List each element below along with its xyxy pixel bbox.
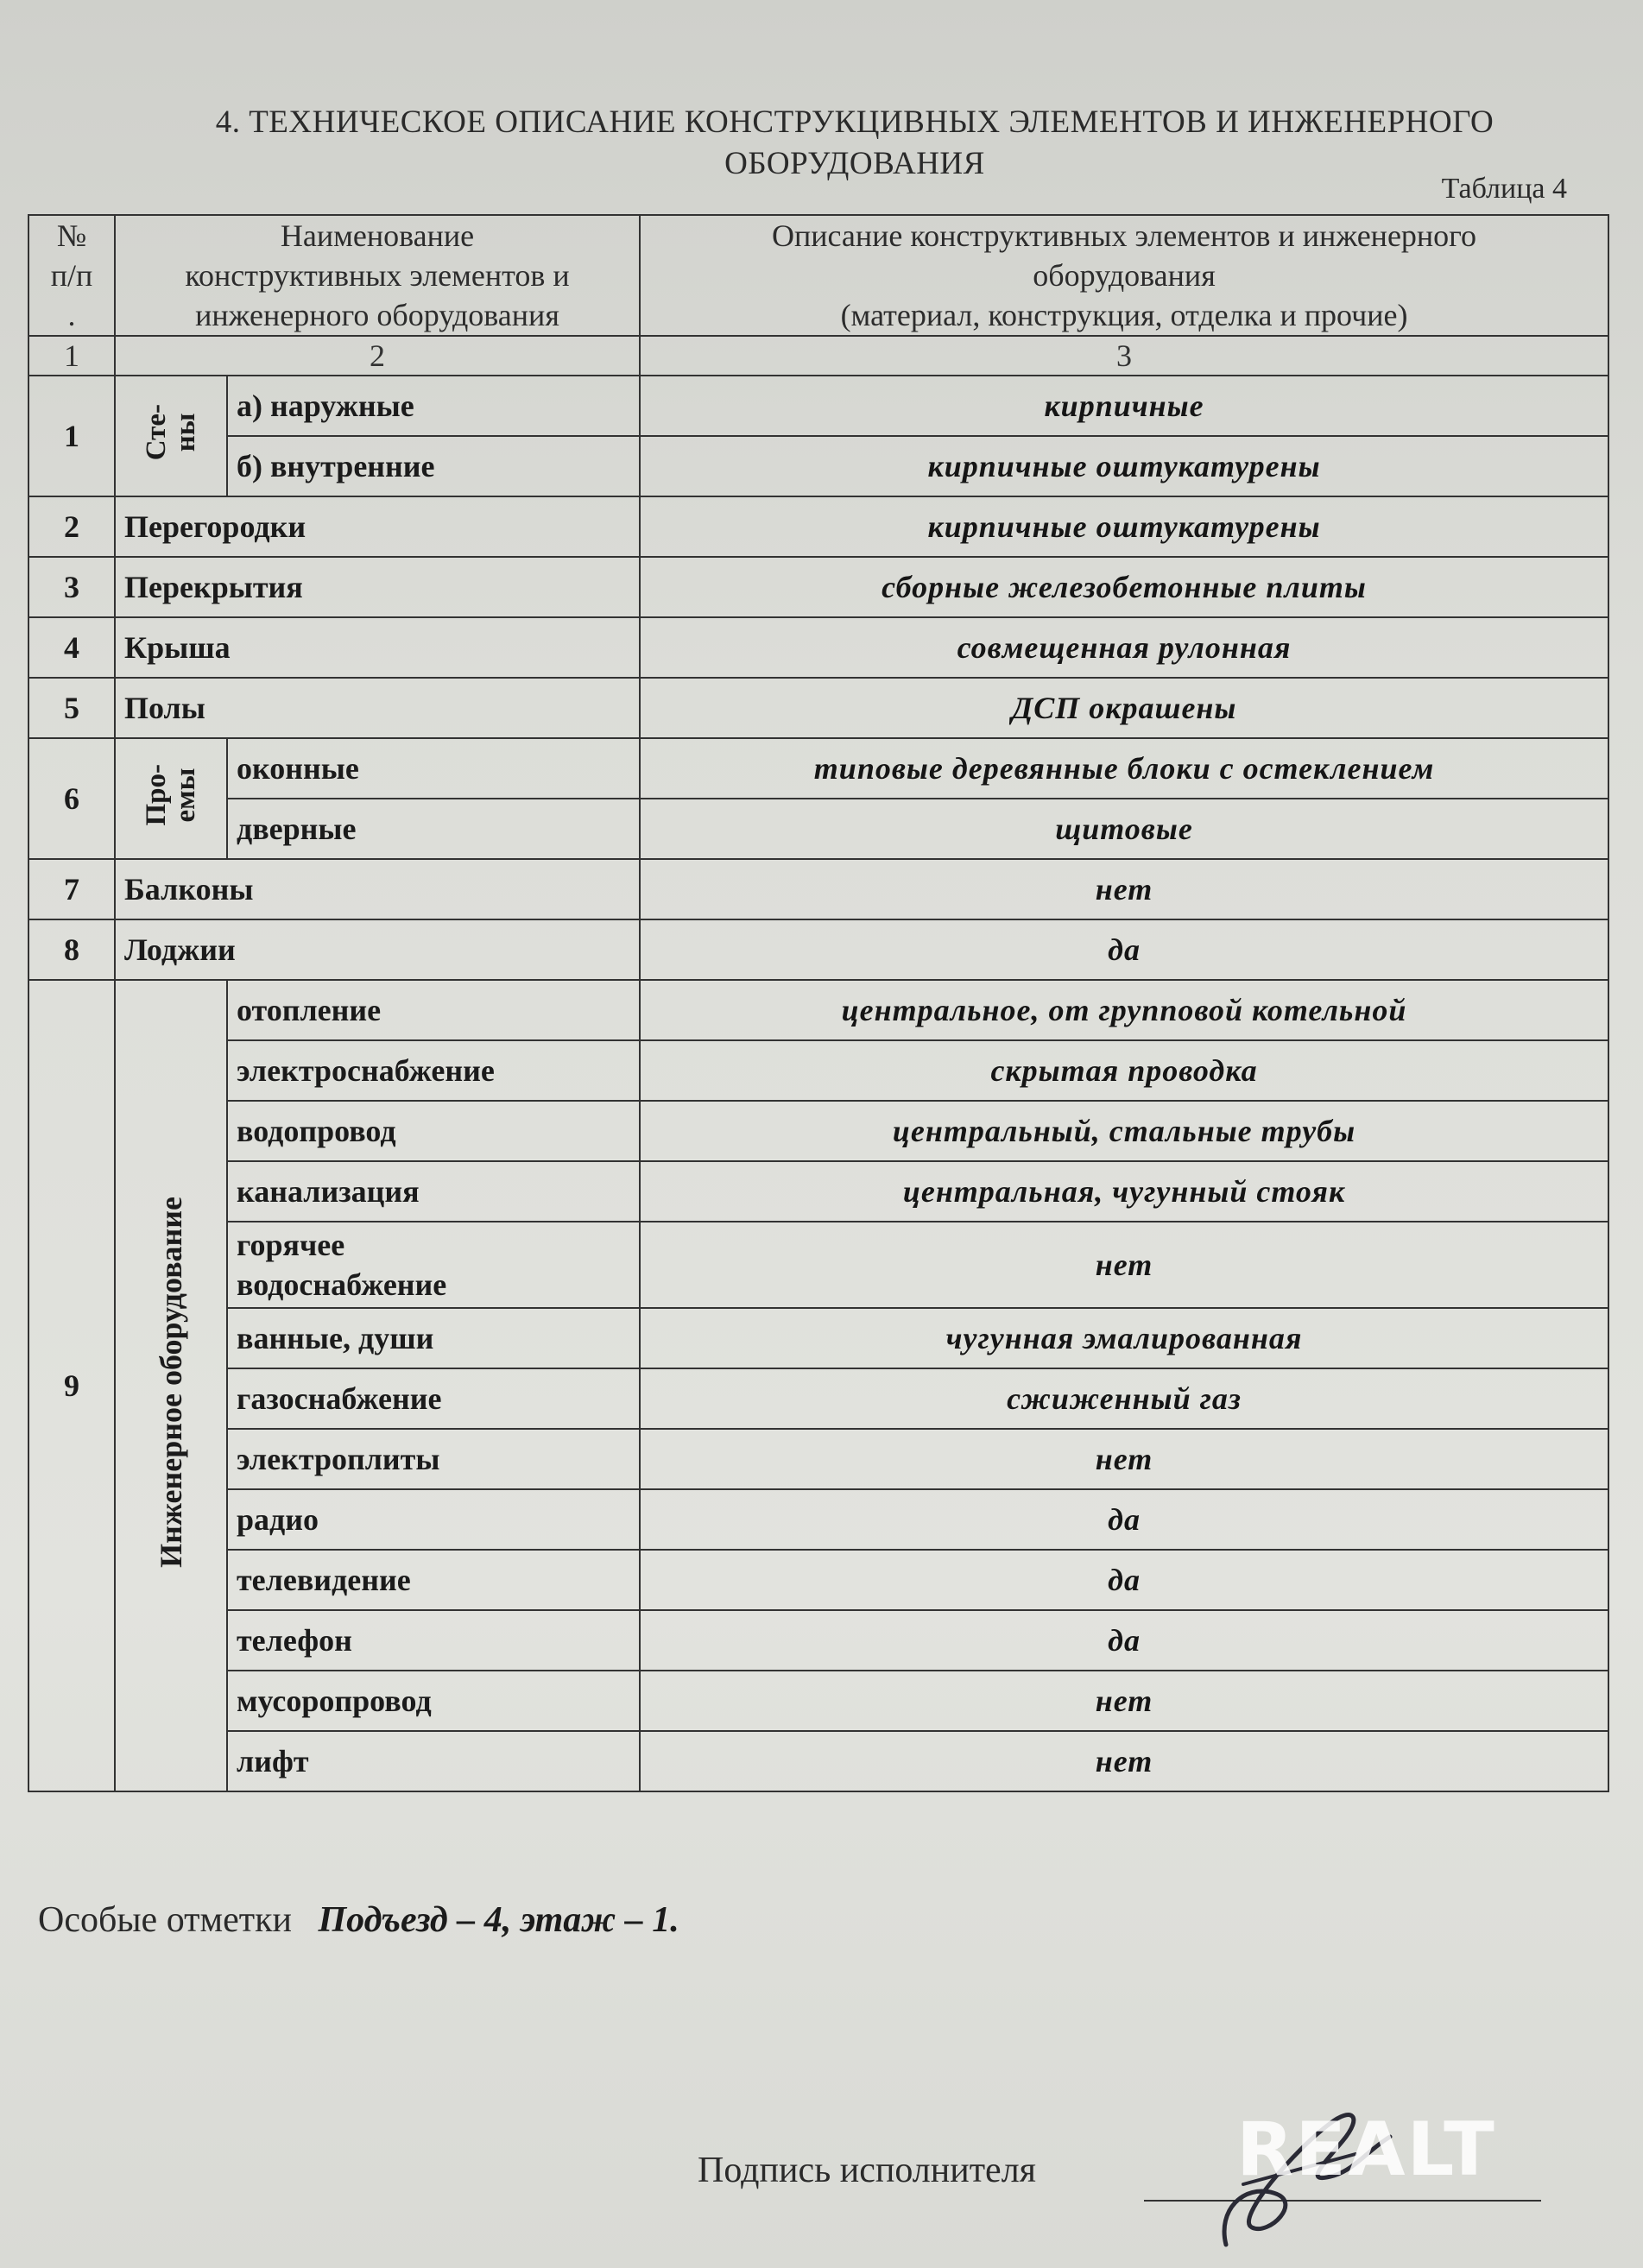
element-name: электроплиты — [227, 1429, 640, 1489]
table-row — [28, 496, 1608, 557]
element-value: нет — [640, 1671, 1608, 1731]
table-row — [28, 980, 1608, 1040]
header-element-name: Наименование конструктивных элементов и инженерного оборудования — [115, 215, 640, 336]
table-label: Таблица 4 — [1441, 173, 1567, 205]
element-name: а) наружные — [227, 376, 640, 436]
table-row — [28, 1308, 1608, 1368]
table-row — [28, 1731, 1608, 1791]
element-name: Перекрытия — [115, 557, 640, 617]
element-value: сборные железобетонные плиты — [640, 557, 1608, 617]
special-notes-value: Подъезд – 4, этаж – 1. — [318, 1900, 679, 1940]
element-value: типовые деревянные блоки с остеклением — [640, 738, 1608, 799]
table-row — [28, 1101, 1608, 1161]
element-value: центральный, стальные трубы — [640, 1101, 1608, 1161]
table-row — [28, 1550, 1608, 1610]
table-row — [28, 436, 1608, 496]
table-row — [28, 1489, 1608, 1550]
group-walls: Сте- ны — [115, 376, 227, 496]
table-row — [28, 1610, 1608, 1671]
element-value: совмещенная рулонная — [640, 617, 1608, 678]
row-number: 5 — [28, 678, 115, 738]
table-row — [28, 738, 1608, 799]
element-value: ДСП окрашены — [640, 678, 1608, 738]
element-value: нет — [640, 1429, 1608, 1489]
element-value: скрытая проводка — [640, 1040, 1608, 1101]
element-name: Крыша — [115, 617, 640, 678]
title-line-1: 4. ТЕХНИЧЕСКОЕ ОПИСАНИЕ КОНСТРУКЦИВНЫХ ЭЛЕМЕНТОВ И ИНЖЕНЕРНОГО — [215, 104, 1494, 140]
header-description: Описание конструктивных элементов и инженерного оборудования (материал, конструкция, отделка и прочие) — [640, 215, 1608, 336]
group-engineering: Инженерное оборудование — [115, 980, 227, 1791]
element-name: телевидение — [227, 1550, 640, 1610]
element-name: лифт — [227, 1731, 640, 1791]
table-row — [28, 919, 1608, 980]
special-notes-label: Особые отметки — [38, 1900, 292, 1940]
element-name: дверные — [227, 799, 640, 859]
table-row — [28, 799, 1608, 859]
table-row — [28, 617, 1608, 678]
column-index-2: 2 — [115, 336, 640, 376]
element-name: оконные — [227, 738, 640, 799]
element-value: нет — [640, 859, 1608, 919]
row-number: 2 — [28, 496, 115, 557]
table-row — [28, 1040, 1608, 1101]
column-index-3: 3 — [640, 336, 1608, 376]
table-row — [28, 859, 1608, 919]
element-name: газоснабжение — [227, 1368, 640, 1429]
realt-watermark-logo: REALT — [1236, 2107, 1496, 2193]
element-value: кирпичные оштукатурены — [640, 496, 1608, 557]
element-name: Перегородки — [115, 496, 640, 557]
row-number: 7 — [28, 859, 115, 919]
element-value: центральная, чугунный стояк — [640, 1161, 1608, 1222]
element-value: кирпичные — [640, 376, 1608, 436]
element-name: мусоропровод — [227, 1671, 640, 1731]
title-line-2: ОБОРУДОВАНИЯ — [724, 146, 985, 181]
table-row — [28, 557, 1608, 617]
element-name: электроснабжение — [227, 1040, 640, 1101]
header-row — [28, 215, 1608, 336]
element-value: да — [640, 1610, 1608, 1671]
element-value: нет — [640, 1731, 1608, 1791]
header-number: № п/п . — [28, 215, 115, 336]
row-number: 6 — [28, 738, 115, 859]
element-name: горячее водоснабжение — [227, 1222, 640, 1308]
row-number: 8 — [28, 919, 115, 980]
element-value: центральное, от групповой котельной — [640, 980, 1608, 1040]
element-value: да — [640, 1489, 1608, 1550]
table-row — [28, 1222, 1608, 1308]
element-name: Полы — [115, 678, 640, 738]
element-name: б) внутренние — [227, 436, 640, 496]
element-name: Балконы — [115, 859, 640, 919]
element-name: канализация — [227, 1161, 640, 1222]
element-name: ванные, души — [227, 1308, 640, 1368]
technical-description-table — [28, 214, 1609, 1792]
element-value: да — [640, 919, 1608, 980]
column-index-row — [28, 336, 1608, 376]
table-row — [28, 376, 1608, 436]
element-name: Лоджии — [115, 919, 640, 980]
document-title — [130, 102, 1580, 185]
row-number: 9 — [28, 980, 115, 1791]
table-row — [28, 1368, 1608, 1429]
element-value: да — [640, 1550, 1608, 1610]
element-name: радио — [227, 1489, 640, 1550]
element-value: нет — [640, 1222, 1608, 1308]
element-name: телефон — [227, 1610, 640, 1671]
row-number: 1 — [28, 376, 115, 496]
element-value: чугунная эмалированная — [640, 1308, 1608, 1368]
element-name: водопровод — [227, 1101, 640, 1161]
element-name: отопление — [227, 980, 640, 1040]
group-openings: Про- емы — [115, 738, 227, 859]
signature-label: Подпись исполнителя — [698, 2151, 1036, 2190]
table-row — [28, 1671, 1608, 1731]
table-row — [28, 678, 1608, 738]
element-value: сжиженный газ — [640, 1368, 1608, 1429]
element-value: щитовые — [640, 799, 1608, 859]
row-number: 4 — [28, 617, 115, 678]
row-number: 3 — [28, 557, 115, 617]
special-notes — [38, 1899, 679, 1941]
element-value: кирпичные оштукатурены — [640, 436, 1608, 496]
table-row — [28, 1429, 1608, 1489]
table-row — [28, 1161, 1608, 1222]
column-index-1: 1 — [28, 336, 115, 376]
